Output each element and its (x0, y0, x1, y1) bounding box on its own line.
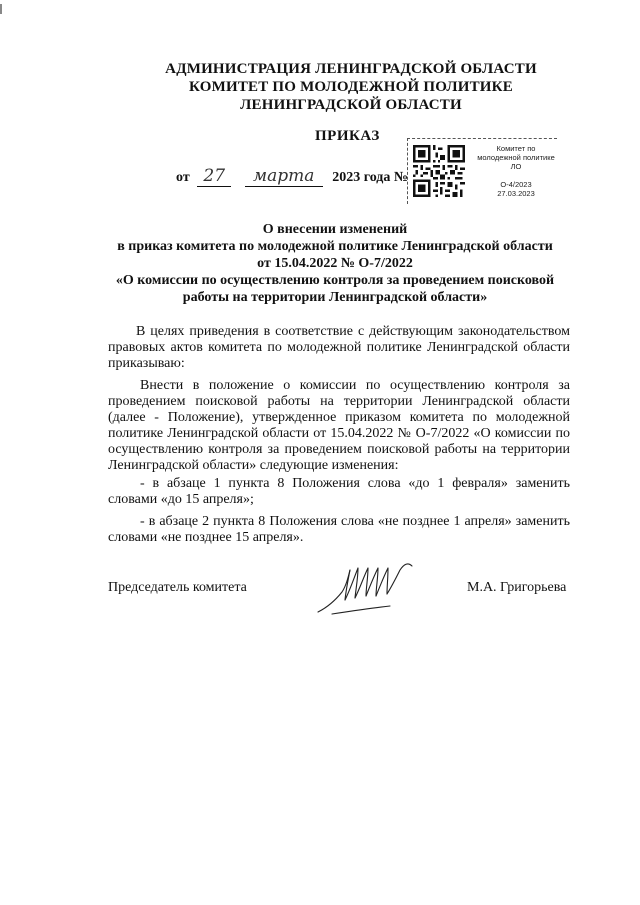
order-body (108, 324, 570, 546)
stamp-frame-top (407, 138, 557, 140)
change-item-2: - в абзаце 2 пункта 8 Положения слова «не позднее 1 апреля» заменить словами «не позднее 15 апреля». (108, 514, 570, 545)
stamp-org-line1: Комитет по (496, 144, 536, 153)
document-header (0, 60, 640, 114)
subject-line4: «О комиссии по осуществлению контроля за проведением поисковой (115, 273, 555, 288)
subject-line1: О внесении изменений (262, 222, 408, 237)
header-line-administration: АДМИНИСТРАЦИЯ ЛЕНИНГРАДСКОЙ ОБЛАСТИ (165, 61, 537, 77)
stamp-org-line3: ЛО (510, 162, 522, 171)
change-item-1: - в абзаце 1 пункта 8 Положения слова «до 1 февраля» заменить словами «до 15 апреля»; (108, 476, 570, 507)
date-year-number: 2023 года № (332, 170, 408, 185)
stamp-number: О-4/2023 (500, 180, 532, 189)
header-line-committee: КОМИТЕТ ПО МОЛОДЕЖНОЙ ПОЛИТИКЕ (189, 79, 513, 95)
subject-line3: от 15.04.2022 № О-7/2022 (257, 256, 413, 271)
order-subject (95, 221, 575, 306)
order-title: ПРИКАЗ (315, 128, 380, 144)
stamp-org-line2: молодежной политике (477, 153, 555, 162)
stamp-frame-left (407, 138, 409, 204)
preamble-paragraph: В целях приведения в соответствие с действующим законодательством правовых актов комитета по молодежной политике Ленинградской области приказываю: (108, 324, 570, 371)
date-day-handwritten: 27 (197, 166, 231, 187)
subject-line2: в приказ комитета по молодежной политике Ленинградской области (117, 239, 553, 254)
stamp-date: 27.03.2023 (497, 189, 535, 198)
date-prefix: от (176, 170, 190, 185)
header-line-region: ЛЕНИНГРАДСКОЙ ОБЛАСТИ (240, 97, 462, 113)
signatory-role: Председатель комитета (108, 580, 247, 595)
handwritten-signature-icon (312, 556, 432, 616)
order-date-line (176, 166, 408, 187)
registration-stamp (405, 138, 557, 204)
stamp-text (471, 144, 561, 198)
date-month-handwritten: марта (245, 166, 323, 187)
subject-line5: работы на территории Ленинградской области» (182, 290, 488, 305)
qr-code-icon (413, 145, 465, 197)
scan-edge-mark (0, 4, 2, 14)
signatory-name: М.А. Григорьева (467, 580, 567, 595)
main-paragraph: Внести в положение о комиссии по осуществлению контроля за проведением поисковой работы на территории Ленинградской области (далее - Положение), утвержденное приказом комитета по молодежной политике Ленинградской области от 15.04.2022 № О-7/2022 «О комиссии по осуществлению контроля за проведением поисковой работы на территории Ленинградской области» следующие изменения: (108, 378, 570, 473)
